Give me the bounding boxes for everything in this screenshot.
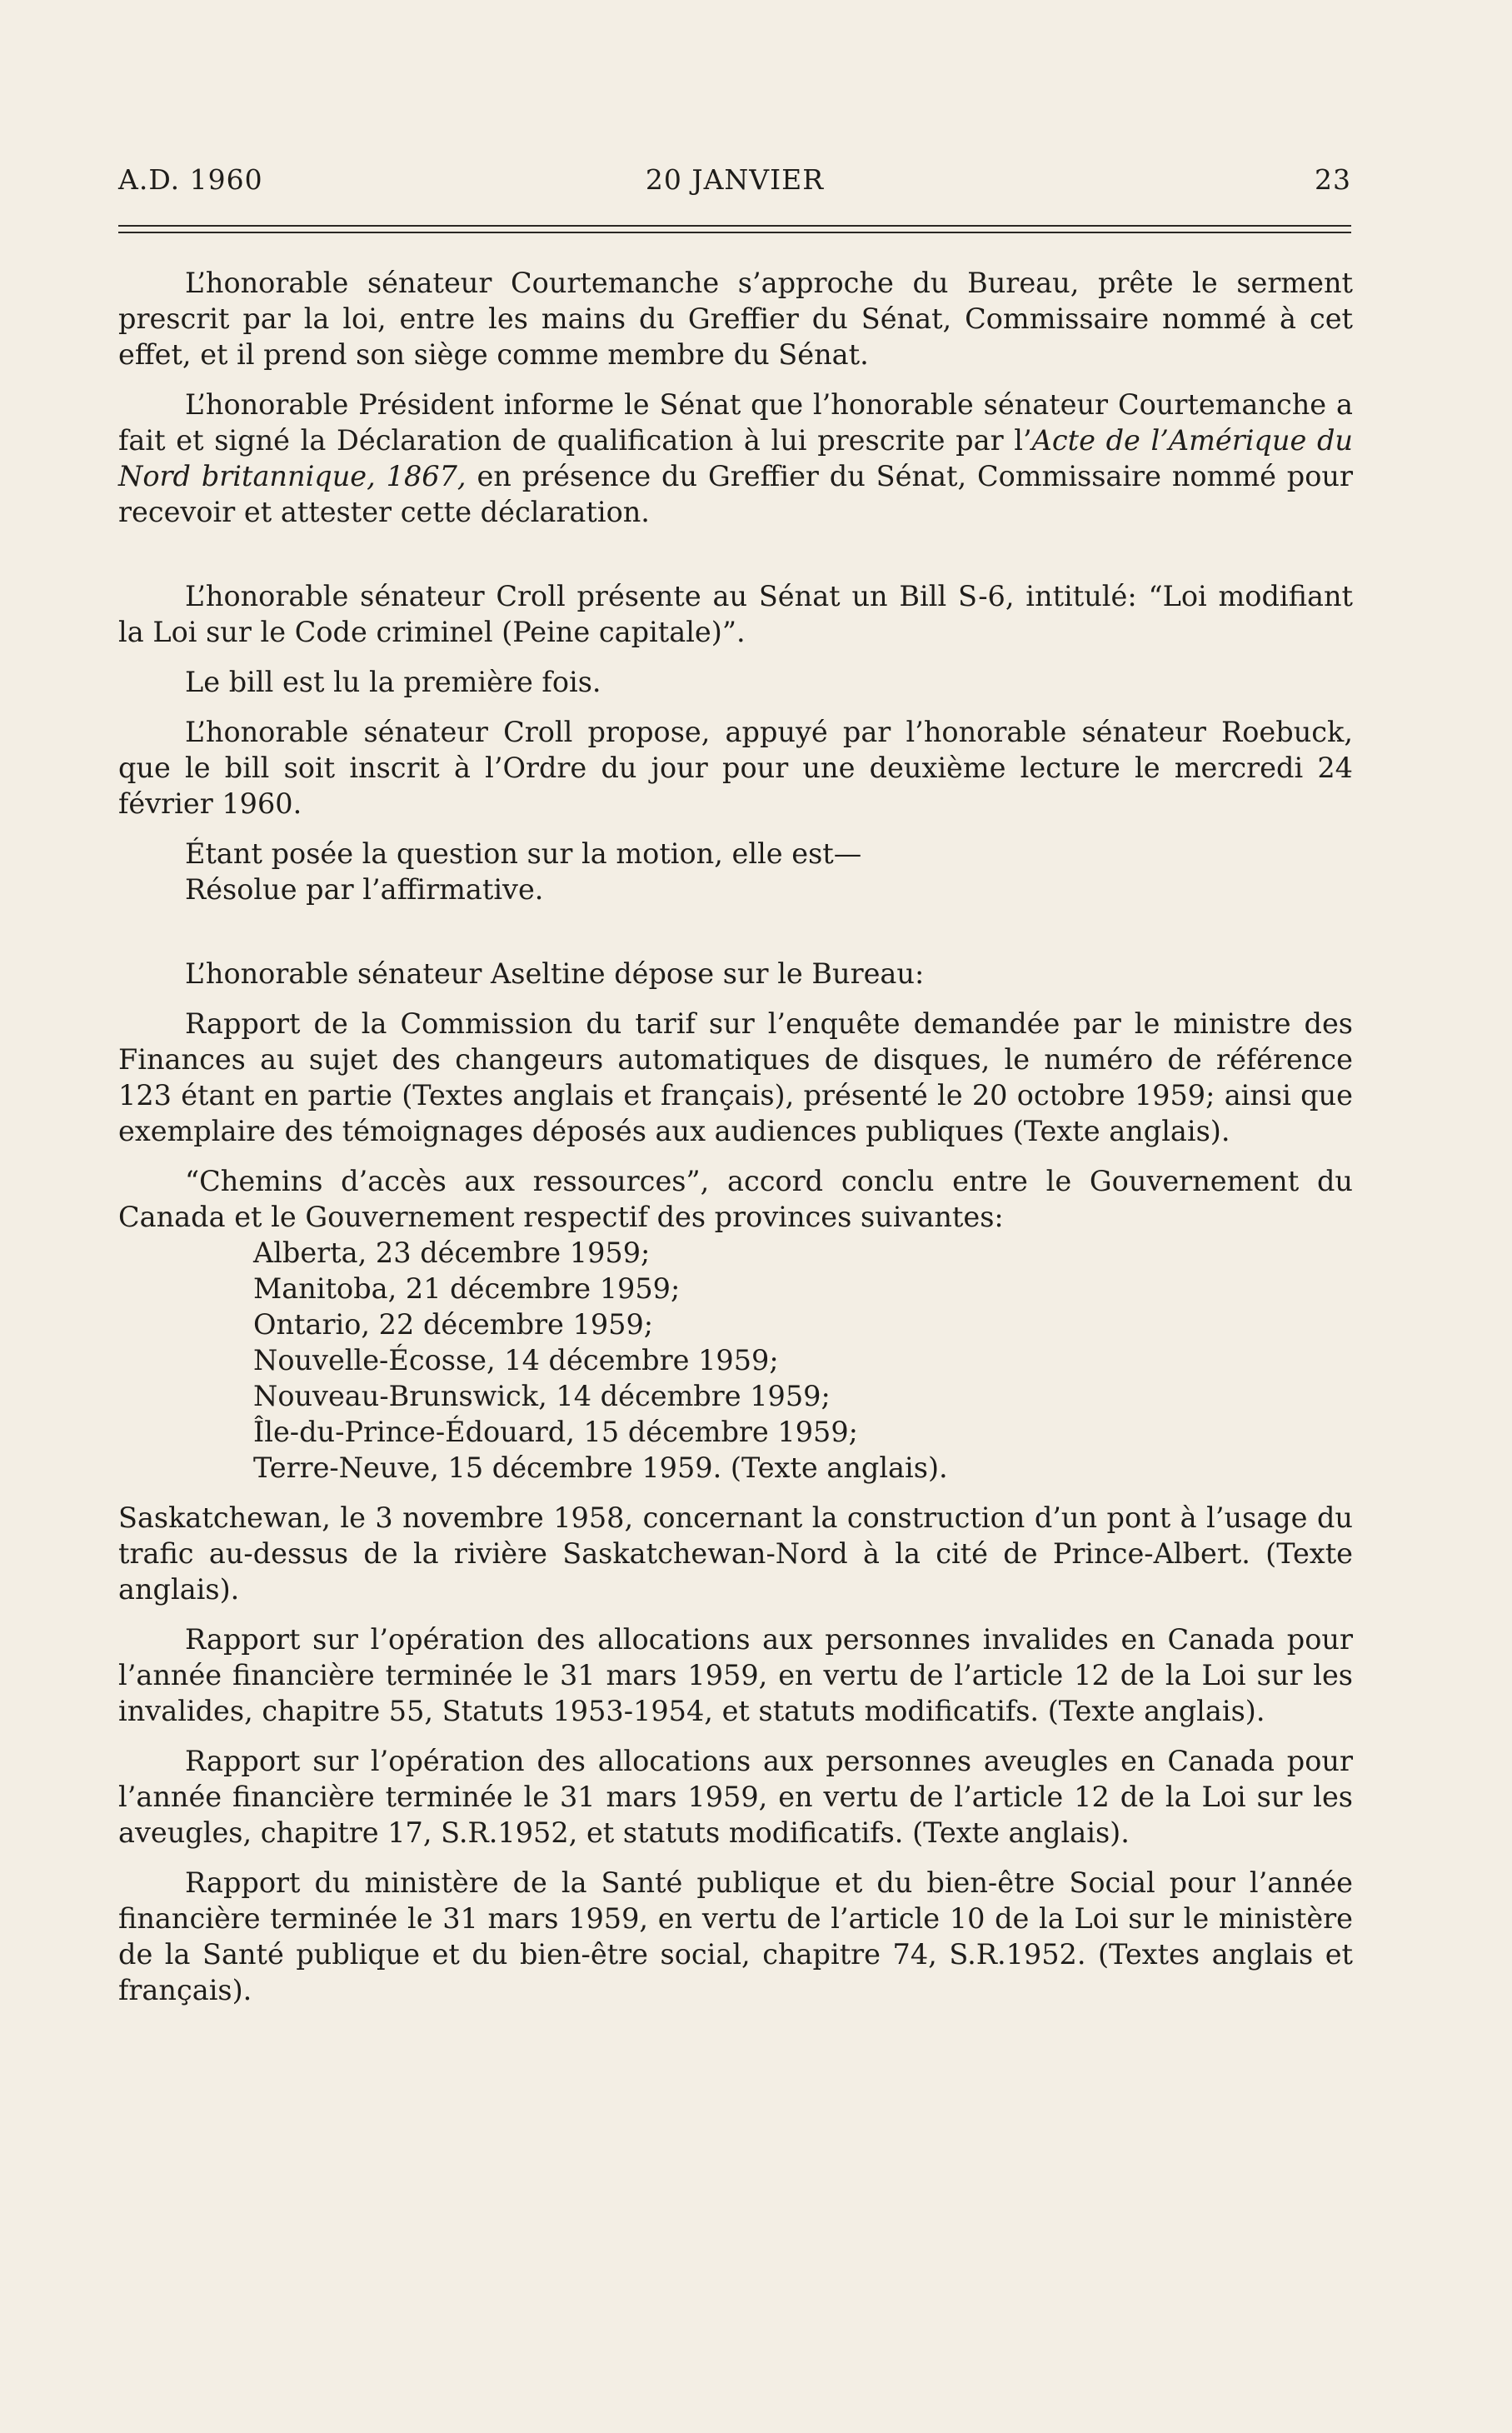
declaration-text-a: L’honorable Président informe le Sénat que l’honorable sénateur Courtemanche a fait et signé la Déclaration de qualification à lui prescrite par l’ — [118, 388, 1353, 457]
paragraph-saskatchewan: Saskatchewan, le 3 novembre 1958, concernant la construction d’un pont à l’usage du trafic au-dessus de la rivière Saskatchewan-Nord à la cité de Prince-Albert. (Texte anglais). — [118, 1501, 1353, 1606]
paragraph-motion: L’honorable sénateur Croll propose, appuyé par l’honorable sénateur Roebuck, que le bill soit inscrit à l’Ordre du jour pour une deuxième lecture le mercredi 24 février 1960. — [118, 716, 1353, 820]
list-item: Terre-Neuve, 15 décembre 1959. (Texte anglais). — [253, 1451, 948, 1484]
paragraph-declaration — [118, 387, 1353, 530]
paragraph-tabled: L’honorable sénateur Aseltine dépose sur le Bureau: — [185, 957, 925, 990]
list-item: Ontario, 22 décembre 1959; — [253, 1308, 654, 1341]
paragraph-health-report: Rapport du ministère de la Santé publique et du bien-être Social pour l’année financière terminée le 31 mars 1959, en vertu de l’article 10 de la Loi sur le ministère de la Santé publique et du bien-être social, chapitre 74, S.R.1952. (Textes anglais et français). — [118, 1866, 1353, 2006]
header-page-number: 23 — [1315, 163, 1351, 196]
paragraph-disabled-report: Rapport sur l’opération des allocations aux personnes invalides en Canada pour l’année financière terminée le 31 mars 1959, en vertu de l’article 12 de la Loi sur les invalides, chapitre 55, Statuts 1953-1954, et statuts modificatifs. (Texte anglais). — [118, 1623, 1353, 1727]
paragraph-resolution: Résolue par l’affirmative. — [185, 873, 544, 906]
header-date: 20 JANVIER — [645, 163, 825, 196]
paragraph-tariff-report: Rapport de la Commission du tarif sur l’enquête demandée par le ministre des Finances au sujet des changeurs automatiques de disques, le numéro de référence 123 étant en partie (Textes anglais et français), présenté le 20 octobre 1959; ainsi que exemplaire des témoignages déposés aux audiences publiques (Texte anglais). — [118, 1007, 1353, 1147]
list-item: Alberta, 23 décembre 1959; — [253, 1236, 651, 1269]
paragraph-first-reading: Le bill est lu la première fois. — [185, 666, 601, 698]
paragraph-oath: L’honorable sénateur Courtemanche s’approche du Bureau, prête le serment prescrit par la loi, entre les mains du Greffier du Sénat, Commissaire nommé à cet effet, et il prend son siège comme membre du Sénat. — [118, 267, 1353, 371]
paragraph-blind-report: Rapport sur l’opération des allocations aux personnes aveugles en Canada pour l’année financière terminée le 31 mars 1959, en vertu de l’article 12 de la Loi sur les aveugles, chapitre 17, S.R.1952, et statuts modificatifs. (Texte anglais). — [118, 1745, 1353, 1849]
list-item: Nouvelle-Écosse, 14 décembre 1959; — [253, 1344, 779, 1376]
header-rule-top — [118, 225, 1351, 227]
list-item: Manitoba, 21 décembre 1959; — [253, 1272, 681, 1305]
paragraph-bill-s6: L’honorable sénateur Croll présente au Sénat un Bill S-6, intitulé: “Loi modifiant la Loi sur le Code criminel (Peine capitale)”. — [118, 580, 1353, 648]
declaration-text-b: en présence du Greffier du Sénat, Commissaire nommé pour recevoir et attester cette déclaration. — [118, 460, 1353, 528]
header-rule-bottom — [118, 232, 1351, 233]
province-list — [253, 1235, 1353, 1486]
list-item: Île-du-Prince-Édouard, 15 décembre 1959; — [253, 1416, 858, 1448]
paragraph-question: Étant posée la question sur la motion, elle est— — [185, 837, 862, 870]
list-item: Nouveau-Brunswick, 14 décembre 1959; — [253, 1380, 831, 1412]
page-body — [118, 265, 1353, 2022]
declaration-act-title: Acte de l’Amérique du Nord britannique, 1867, — [118, 424, 1353, 492]
page-header — [118, 163, 1351, 213]
header-year: A.D. 1960 — [118, 163, 263, 196]
paragraph-roads-agreement: “Chemins d’accès aux ressources”, accord conclu entre le Gouvernement du Canada et le Gouvernement respectif des provinces suivantes: — [118, 1165, 1353, 1233]
